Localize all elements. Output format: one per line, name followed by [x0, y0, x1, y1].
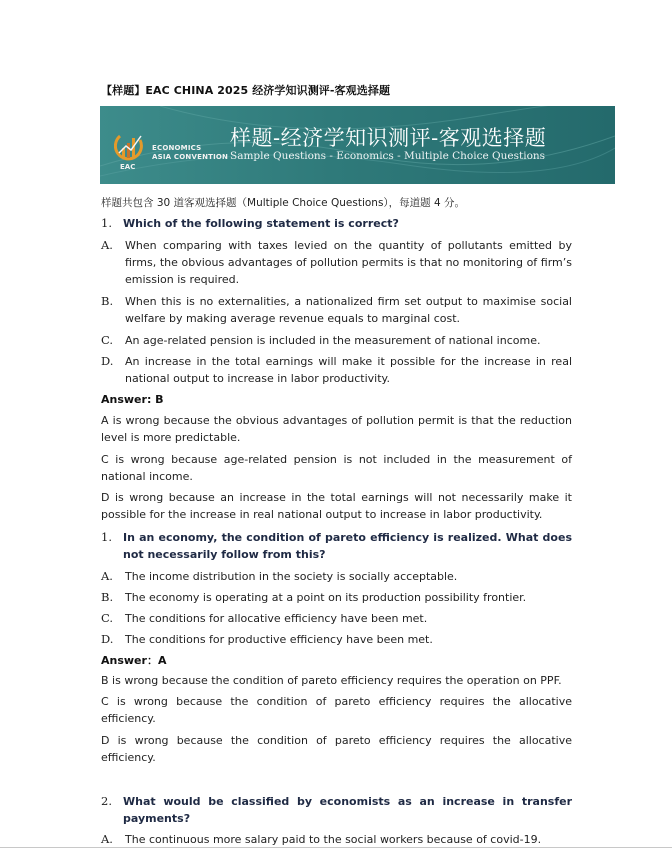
- option-letter: C.: [101, 333, 114, 347]
- option-text: The conditions for productive efficiency have been met.: [125, 633, 433, 646]
- option-letter: D.: [101, 354, 114, 368]
- explanation-b: B is wrong because the condition of pareto efficiency requires the operation on PPF.: [101, 674, 562, 687]
- document-title: 【样题】EAC CHINA 2025 经济学知识测评-客观选择题: [101, 84, 391, 97]
- option-letter: A.: [101, 238, 113, 252]
- question-line: [101, 215, 572, 232]
- explanation-c: C is wrong because age-related pension is not included in the measurement of national income.: [101, 453, 572, 483]
- question-text: In an economy, the condition of pareto efficiency is realized. What does not necessarily follow from this?: [123, 531, 572, 561]
- option-letter: D.: [101, 632, 114, 646]
- question-number: 1.: [101, 216, 112, 230]
- option-a: [101, 237, 572, 288]
- question-text: Which of the following statement is correct?: [123, 217, 399, 230]
- question-number: 2.: [101, 794, 112, 808]
- header-banner: [100, 106, 615, 184]
- option-letter: C.: [101, 611, 114, 625]
- question-3: [101, 793, 572, 827]
- banner-org-abbr: EAC: [120, 163, 136, 171]
- question-2: [101, 529, 572, 563]
- option-text: An age-related pension is included in the measurement of national income.: [125, 334, 541, 347]
- eac-logo-icon: [114, 128, 144, 168]
- option-text: When this is no externalities, a nationalized firm set output to maximise social welfare by making average revenue equals to marginal cost.: [125, 295, 572, 325]
- question-1: [101, 215, 572, 232]
- explanation-a: A is wrong because the obvious advantages of pollution permit is that the reduction level is more predictable.: [101, 414, 572, 444]
- option-c: [101, 332, 572, 349]
- option-c: [101, 610, 572, 627]
- option-letter: A.: [101, 832, 113, 846]
- option-text: The economy is operating at a point on its production possibility frontier.: [125, 591, 527, 604]
- option-text: The continuous more salary paid to the social workers because of covid-19.: [125, 833, 542, 846]
- option-a: [101, 568, 572, 585]
- option-text: The income distribution in the society is socially acceptable.: [125, 570, 458, 583]
- banner-title: 样题-经济学知识测评-客观选择题: [230, 126, 547, 150]
- option-d: [101, 353, 572, 387]
- option-b: [101, 293, 572, 327]
- banner-org-line2: ASIA CONVENTION: [152, 153, 229, 161]
- explanation-d: D is wrong because an increase in the total earnings will not necessarily make it possible for the increase in real national output to increase in labor productivity.: [101, 491, 572, 521]
- option-d: [101, 631, 572, 648]
- option-letter: B.: [101, 590, 114, 604]
- question-number: 1.: [101, 530, 112, 544]
- question-text: What would be classified by economists as an increase in transfer payments?: [123, 795, 572, 825]
- explanation-c: C is wrong because the condition of pareto efficiency requires the allocative efficiency.: [101, 695, 572, 725]
- page-bottom-divider: [0, 847, 672, 848]
- answer-label: Answer: B: [101, 393, 164, 406]
- option-letter: A.: [101, 569, 113, 583]
- option-text: The conditions for allocative efficiency have been met.: [125, 612, 428, 625]
- banner-org-line1: ECONOMICS: [152, 144, 202, 152]
- explanation-d: D is wrong because the condition of pareto efficiency requires the allocative efficiency.: [101, 734, 572, 764]
- intro-text: 样题共包含 30 道客观选择题（Multiple Choice Questions），每道题 4 分。: [101, 197, 466, 209]
- option-text: An increase in the total earnings will make it possible for the increase in real national output to increase in labor productivity.: [125, 355, 572, 385]
- option-a: [101, 831, 572, 848]
- option-letter: B.: [101, 294, 114, 308]
- option-text: When comparing with taxes levied on the quantity of pollutants emitted by firms, the obvious advantages of pollution permits is that no monitoring of firm’s emission is required.: [125, 239, 572, 286]
- answer-label: Answer：A: [101, 654, 167, 667]
- banner-subtitle: Sample Questions - Economics - Multiple Choice Questions: [230, 150, 546, 162]
- option-b: [101, 589, 572, 606]
